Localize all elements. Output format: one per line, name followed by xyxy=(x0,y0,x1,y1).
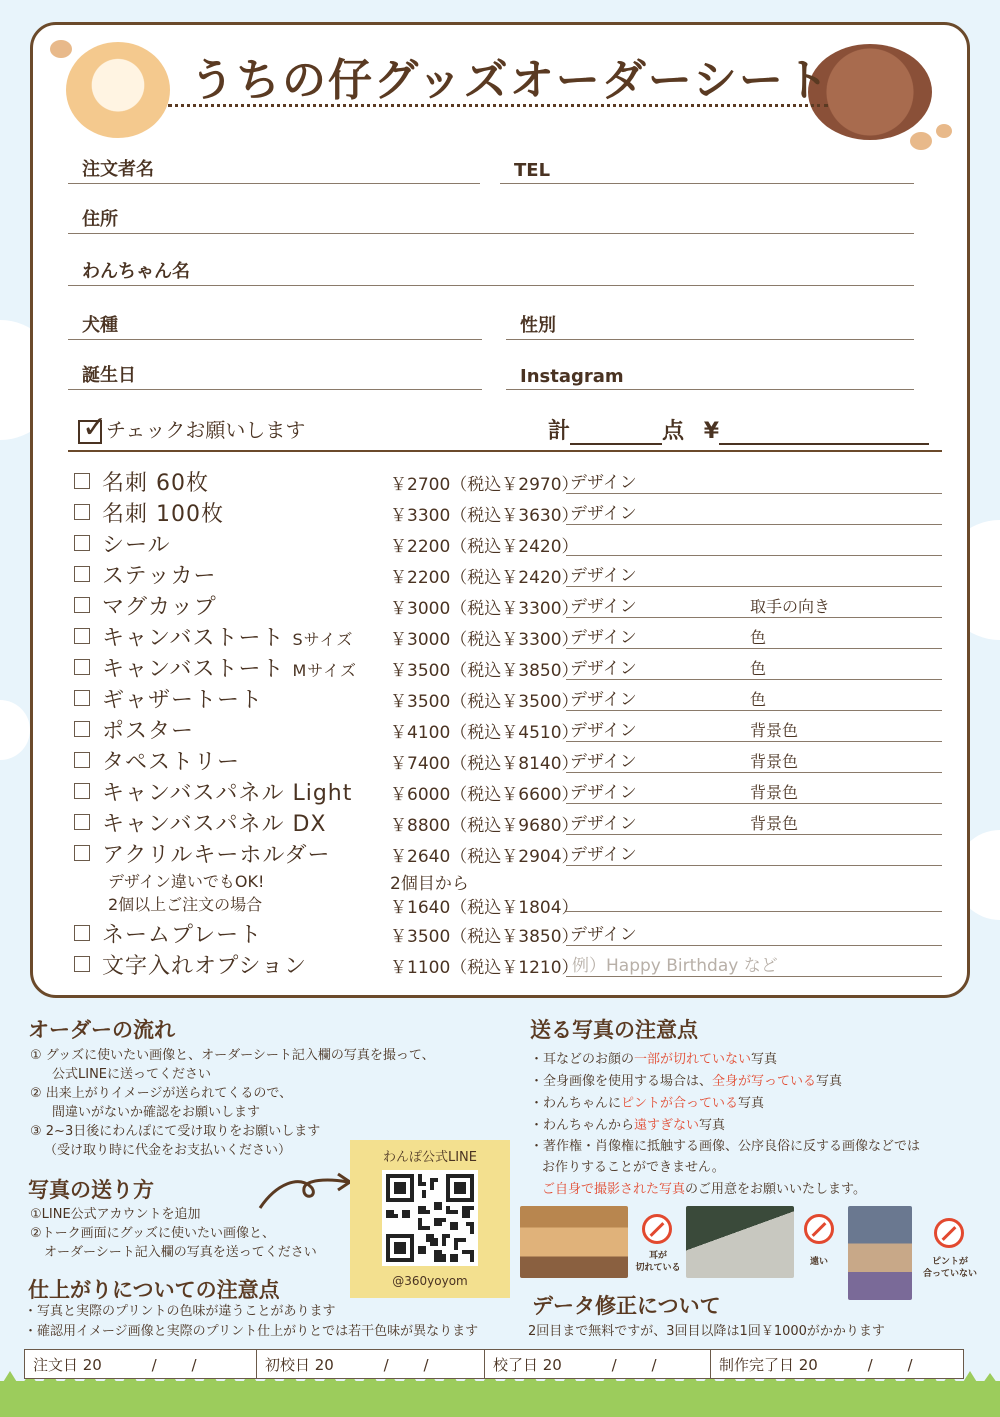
acrylic-design-input[interactable] xyxy=(566,884,942,912)
finish-heading: 仕上がりについての注意点 xyxy=(28,1278,280,1302)
breed-field[interactable]: 犬種 xyxy=(68,310,482,340)
completion-date[interactable]: 制作完了日 20 / / xyxy=(719,1356,913,1374)
ng-icon xyxy=(934,1218,964,1248)
total-count-input[interactable] xyxy=(570,423,662,445)
product-checkbox[interactable] xyxy=(74,473,90,489)
photo-notes-heading: 送る写真の注意点 xyxy=(530,1018,698,1042)
product-row: キャンバスパネル DX ￥8800（税込￥9680） デザイン 背景色 xyxy=(74,807,944,837)
data-fix-heading: データ修正について xyxy=(532,1294,721,1318)
product-row: キャンバスパネル Light ￥6000（税込￥6600） デザイン 背景色 xyxy=(74,776,944,806)
product-row: アクリルキーホルダー ￥2640（税込￥2904） デザイン xyxy=(74,838,944,868)
product-row: ギャザートート ￥3500（税込￥3500） デザイン 色 xyxy=(74,683,944,713)
product-row: ポスター ￥4100（税込￥4510） デザイン 背景色 xyxy=(74,714,944,744)
tel-field[interactable]: TEL xyxy=(500,154,914,184)
product-checkbox[interactable] xyxy=(74,597,90,613)
orderer-field[interactable]: 注文者名 xyxy=(68,154,480,184)
pomeranian-illustration xyxy=(66,42,170,138)
date-footer xyxy=(24,1349,964,1379)
product-row: ネームプレート ￥3500（税込￥3850） デザイン xyxy=(74,918,944,948)
title-underline xyxy=(168,104,828,107)
paw-icon xyxy=(910,132,932,150)
product-checkbox[interactable] xyxy=(74,721,90,737)
product-checkbox[interactable] xyxy=(74,925,90,941)
product-checkbox[interactable] xyxy=(74,628,90,644)
product-row: ステッカー ￥2200（税込￥2420） デザイン xyxy=(74,559,944,589)
example-photo-out-of-focus xyxy=(848,1206,912,1300)
check-mark-icon: ✓ xyxy=(78,420,102,444)
send-heading: 写真の送り方 xyxy=(28,1178,154,1202)
grass-decoration xyxy=(0,1381,1000,1417)
check-instruction: ✓ チェックお願いします xyxy=(78,414,305,444)
divider xyxy=(68,450,942,452)
instagram-field[interactable]: Instagram xyxy=(506,360,914,390)
product-checkbox[interactable] xyxy=(74,566,90,582)
acrylic-price: ￥1640（税込￥1804） xyxy=(390,898,579,918)
acrylic-price-label: 2個目から xyxy=(390,874,469,894)
product-checkbox[interactable] xyxy=(74,956,90,972)
product-checkbox[interactable] xyxy=(74,690,90,706)
product-checkbox[interactable] xyxy=(74,752,90,768)
paw-icon xyxy=(50,40,72,58)
page-title: うちの仔グッズオーダーシート xyxy=(190,55,831,106)
product-checkbox[interactable] xyxy=(74,659,90,675)
ng-icon xyxy=(804,1214,834,1244)
ng-icon xyxy=(642,1214,672,1244)
address-field[interactable]: 住所 xyxy=(68,204,914,234)
product-row: シール ￥2200（税込￥2420） xyxy=(74,528,944,558)
order-date[interactable]: 注文日 20 / / xyxy=(25,1350,257,1378)
product-checkbox[interactable] xyxy=(74,504,90,520)
total-price-input[interactable] xyxy=(719,423,929,445)
total-summary: 計 点 ¥ xyxy=(548,414,929,445)
product-row: タペストリー ￥7400（税込￥8140） デザイン 背景色 xyxy=(74,745,944,775)
qr-code xyxy=(382,1170,478,1266)
sex-field[interactable]: 性別 xyxy=(506,310,914,340)
product-checkbox[interactable] xyxy=(74,535,90,551)
first-proof-date[interactable]: 初校日 20 / / xyxy=(257,1350,485,1378)
cloud-decoration xyxy=(0,700,30,760)
design-input[interactable] xyxy=(566,528,942,556)
acrylic-note: デザイン違いでもOK! xyxy=(108,872,265,891)
line-qr-box[interactable]: わんぽ公式LINE @360yoyom xyxy=(350,1140,510,1298)
product-checkbox[interactable] xyxy=(74,845,90,861)
product-checkbox[interactable] xyxy=(74,783,90,799)
paw-icon xyxy=(936,124,952,138)
flow-heading: オーダーの流れ xyxy=(28,1018,175,1042)
arrow-icon xyxy=(256,1168,356,1212)
product-row: キャンバストート Mサイズ ￥3500（税込￥3850） デザイン 色 xyxy=(74,652,944,682)
product-row: 名刺 60枚 ￥2700（税込￥2970） デザイン xyxy=(74,466,944,496)
example-photo-ears-cut xyxy=(520,1206,628,1278)
dog-name-field[interactable]: わんちゃん名 xyxy=(68,256,914,286)
product-row: 名刺 100枚 ￥3300（税込￥3630） デザイン xyxy=(74,497,944,527)
product-row: 文字入れオプション ￥1100（税込￥1210） 例）Happy Birthday など xyxy=(74,949,944,979)
example-photo-too-far xyxy=(686,1206,794,1278)
proof-final-date[interactable]: 校了日 20 / / xyxy=(485,1350,711,1378)
product-checkbox[interactable] xyxy=(74,814,90,830)
acrylic-note: 2個以上ご注文の場合 xyxy=(108,895,263,914)
product-row: キャンバストート Sサイズ ￥3000（税込￥3300） デザイン 色 xyxy=(74,621,944,651)
birthday-field[interactable]: 誕生日 xyxy=(68,360,482,390)
product-row: マグカップ ￥3000（税込￥3300） デザイン 取手の向き xyxy=(74,590,944,620)
